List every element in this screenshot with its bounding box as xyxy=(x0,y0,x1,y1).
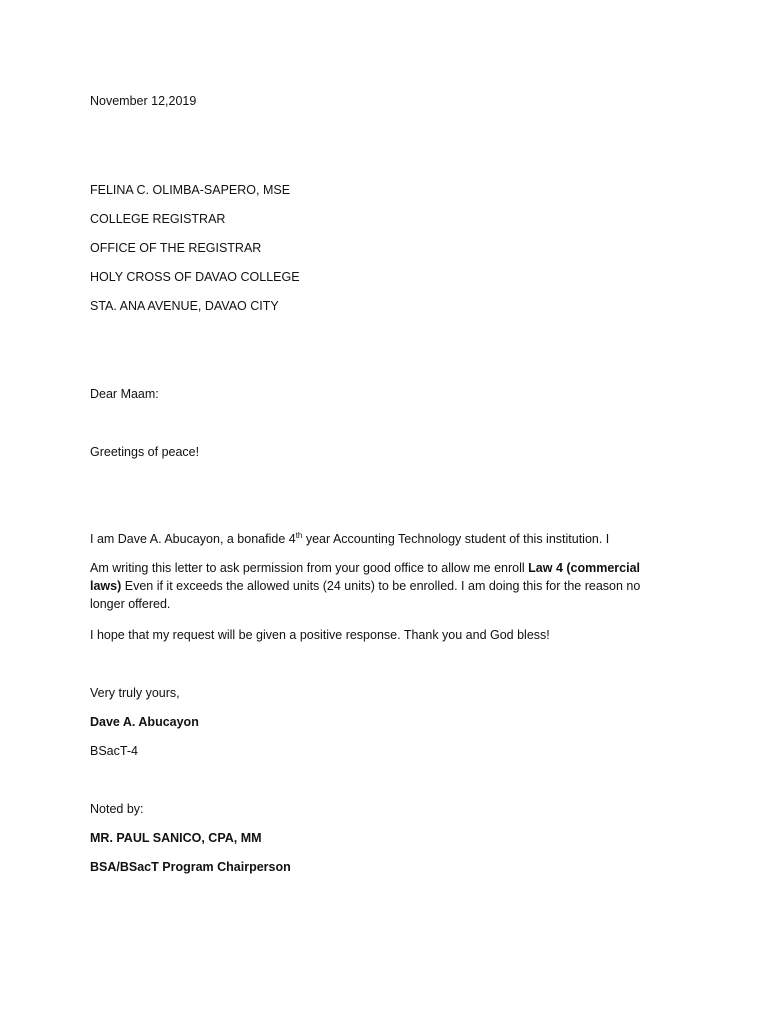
salutation: Dear Maam: xyxy=(90,387,159,401)
noted-title: BSA/BSacT Program Chairperson xyxy=(90,860,291,874)
closing: Very truly yours, xyxy=(90,686,180,700)
recipient-office: OFFICE OF THE REGISTRAR xyxy=(90,241,262,255)
noted-label: Noted by: xyxy=(90,802,144,816)
letter-date: November 12,2019 xyxy=(90,94,197,108)
body-p2-course: Law 4 (commercial laws) xyxy=(90,561,641,593)
body-p1-superscript: th xyxy=(295,530,303,540)
body-p2-text-a: Am writing this letter to ask permission from your good office to allow me enroll xyxy=(90,561,529,575)
body-p1-text-b: year Accounting Technology student of this institution. I xyxy=(302,532,610,546)
body-paragraph-2 xyxy=(90,559,670,613)
greeting: Greetings of peace! xyxy=(90,445,200,459)
body-p1-text-a: I am Dave A. Abucayon, a bonafide 4 xyxy=(90,532,296,546)
body-paragraph-1 xyxy=(90,530,670,548)
sender-name: Dave A. Abucayon xyxy=(90,715,199,729)
recipient-title: COLLEGE REGISTRAR xyxy=(90,212,226,226)
recipient-name: FELINA C. OLIMBA-SAPERO, MSE xyxy=(90,183,291,197)
body-p2-text-b: Even if it exceeds the allowed units (24 units) to be enrolled. I am doing this for the reason no longer offered. xyxy=(90,579,641,611)
body-paragraph-3: I hope that my request will be given a positive response. Thank you and God bless! xyxy=(90,628,550,642)
sender-program: BSacT-4 xyxy=(90,744,138,758)
noted-name: MR. PAUL SANICO, CPA, MM xyxy=(90,831,262,845)
recipient-address: STA. ANA AVENUE, DAVAO CITY xyxy=(90,299,279,313)
recipient-institution: HOLY CROSS OF DAVAO COLLEGE xyxy=(90,270,300,284)
